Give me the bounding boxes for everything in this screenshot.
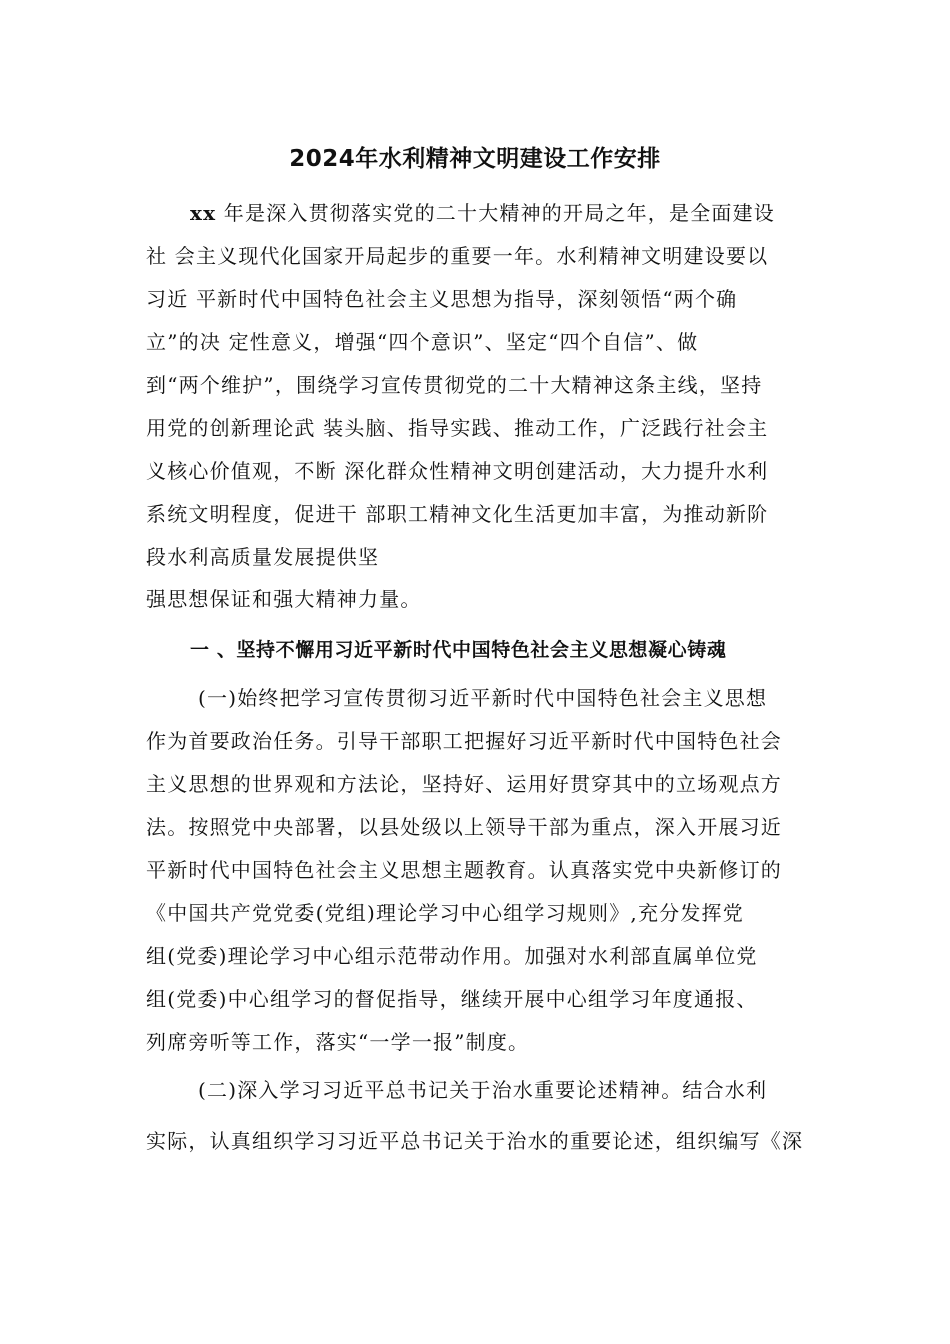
intro-line-5: 到“两个维护”，围绕学习宣传贯彻党的二十大精神这条主线，坚持 <box>146 373 763 397</box>
para1-line-7: 组(党委)理论学习中心组示范带动作用。加强对水利部直属单位党 <box>146 944 758 968</box>
intro-line-1-text: 年是深入贯彻落实党的二十大精神的开局之年，是全面建设 <box>216 201 776 225</box>
intro-line-2: 社 会主义现代化国家开局起步的重要一年。水利精神文明建设要以 <box>146 244 769 268</box>
intro-line-9: 段水利高质量发展提供坚 <box>146 545 380 569</box>
para1-line-6: 《中国共产党党委(党组)理论学习中心组学习规则》,充分发挥党 <box>146 901 744 925</box>
section-1-heading: 一 、坚持不懈用习近平新时代中国特色社会主义思想凝心铸魂 <box>190 639 727 661</box>
intro-line-7: 义核心价值观，不断 深化群众性精神文明创建活动，大力提升水利 <box>146 459 769 483</box>
para1-line-5: 平新时代中国特色社会主义思想主题教育。认真落实党中央新修订的 <box>146 858 782 882</box>
intro-line-8: 系统文明程度，促进干 部职工精神文化生活更加丰富，为推动新阶 <box>146 502 769 526</box>
para2-line-1: (二)深入学习习近平总书记关于治水重要论述精神。结合水利 <box>198 1078 768 1102</box>
intro-line-6: 用党的创新理论武 装头脑、指导实践、推动工作，广泛践行社会主 <box>146 416 769 440</box>
para1-line-8: 组(党委)中心组学习的督促指导，继续开展中心组学习年度通报、 <box>146 987 758 1011</box>
intro-year-placeholder: xx <box>190 201 217 225</box>
para1-line-9: 列席旁听等工作，落实“一学一报”制度。 <box>146 1030 530 1054</box>
intro-line-1 <box>190 198 806 228</box>
para1-line-1: (一)始终把学习宣传贯彻习近平新时代中国特色社会主义思想 <box>198 686 768 710</box>
para2-line-2: 实际，认真组织学习习近平总书记关于治水的重要论述，组织编写《深 <box>146 1129 804 1153</box>
intro-line-3: 习近 平新时代中国特色社会主义思想为指导，深刻领悟“两个确 <box>146 287 738 311</box>
document-title: 2024年水利精神文明建设工作安排 <box>289 146 661 172</box>
para1-line-3: 主义思想的世界观和方法论，坚持好、运用好贯穿其中的立场观点方 <box>146 772 782 796</box>
para1-line-4: 法。按照党中央部署，以县处级以上领导干部为重点，深入开展习近 <box>146 815 782 839</box>
intro-line-4: 立”的决 定性意义，增强“四个意识”、坚定“四个自信”、做 <box>146 330 699 354</box>
para1-line-2: 作为首要政治任务。引导干部职工把握好习近平新时代中国特色社会 <box>146 729 782 753</box>
intro-line-10: 强思想保证和强大精神力量。 <box>146 587 422 611</box>
